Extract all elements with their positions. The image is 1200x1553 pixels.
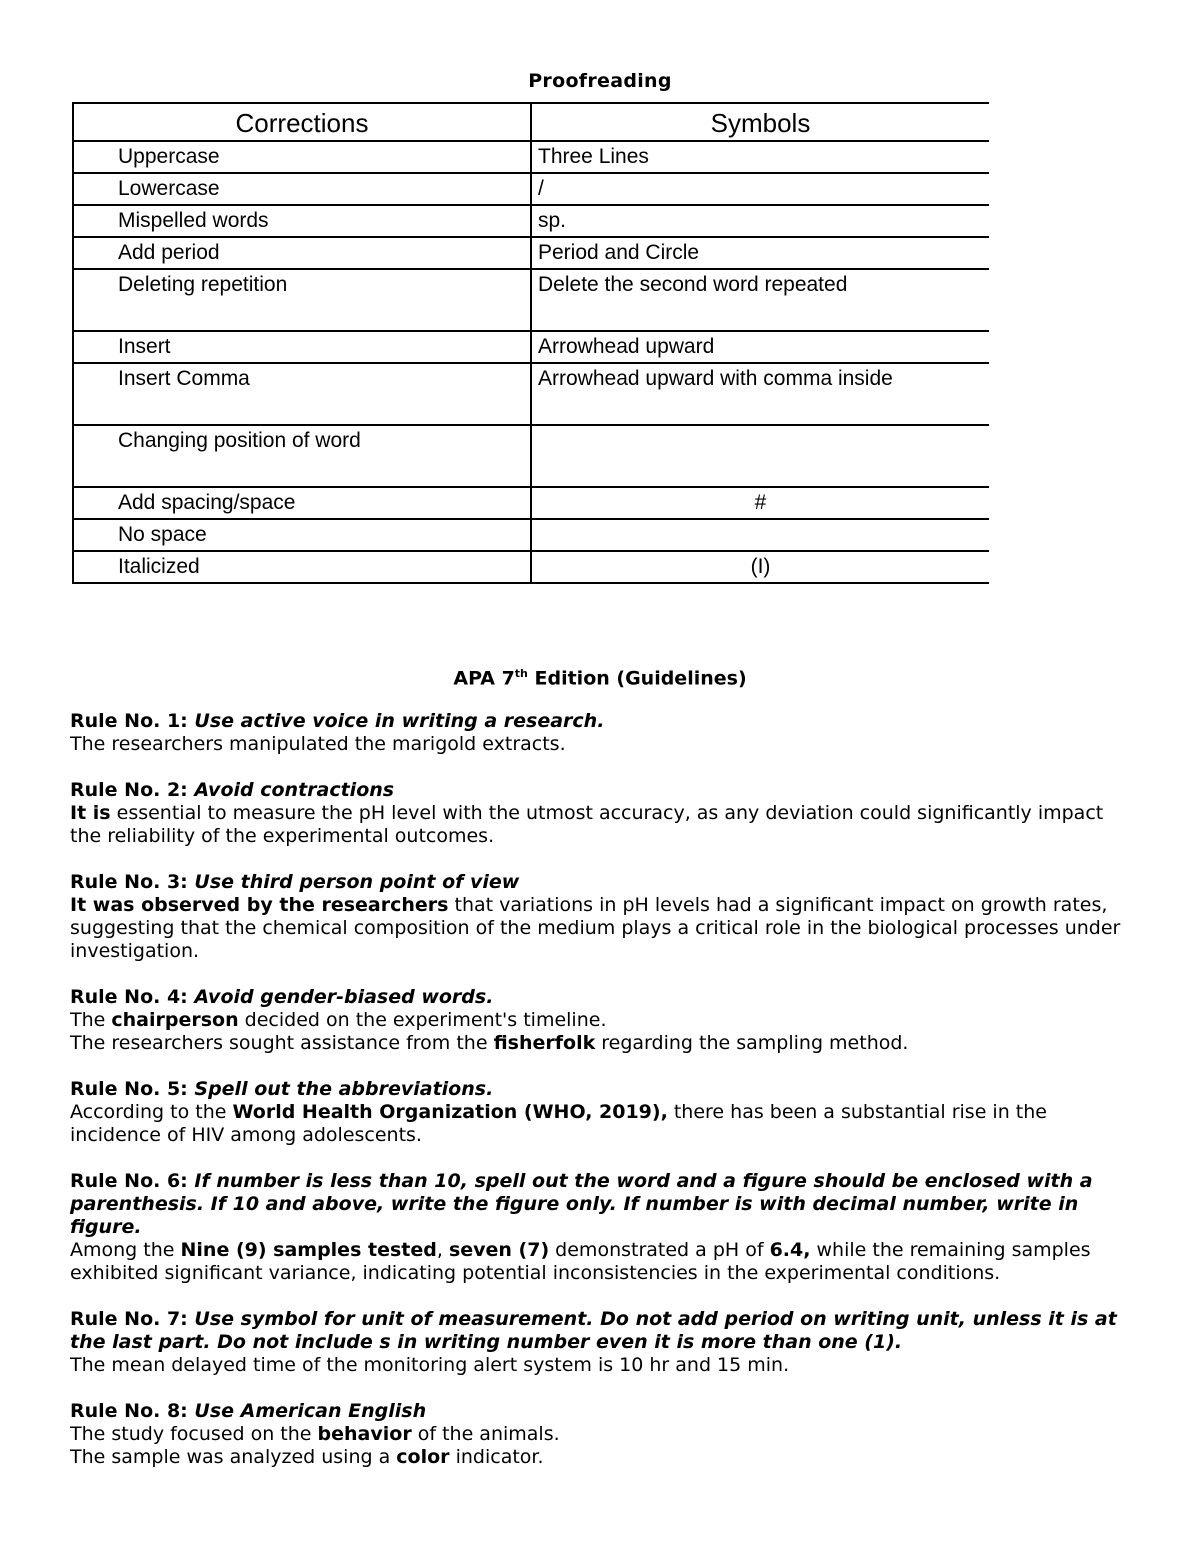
rule-text: Avoid gender-biased words. bbox=[194, 986, 494, 1008]
correction-cell: No space bbox=[73, 519, 531, 551]
correction-cell: Add period bbox=[73, 237, 531, 269]
symbol-cell: Arrowhead upward bbox=[531, 331, 989, 363]
rule-2 bbox=[70, 779, 1135, 848]
symbol-cell bbox=[531, 425, 989, 487]
rule-text: Avoid contractions bbox=[194, 779, 395, 801]
apa-title-sup: th bbox=[514, 667, 528, 680]
example-text: The researchers sought assistance from the bbox=[70, 1032, 494, 1054]
table-row bbox=[73, 487, 989, 519]
table-row bbox=[73, 551, 989, 583]
correction-cell: Insert bbox=[73, 331, 531, 363]
correction-cell: Uppercase bbox=[73, 141, 531, 173]
rule-6 bbox=[70, 1170, 1135, 1285]
example-emphasis: chairperson bbox=[111, 1009, 239, 1031]
rule-text: Use symbol for unit of measurement. Do not add period on writing unit, unless it is at the last part. Do not include s in writing number even it is more than one (1). bbox=[70, 1308, 1117, 1353]
example-emphasis: 6.4, bbox=[769, 1239, 811, 1261]
symbols-header: Symbols bbox=[531, 103, 989, 141]
rule-label: Rule No. 8: bbox=[70, 1400, 195, 1422]
rule-example: The mean delayed time of the monitoring alert system is 10 hr and 15 min. bbox=[70, 1354, 790, 1376]
table-row bbox=[73, 269, 989, 331]
table-row bbox=[73, 519, 989, 551]
example-emphasis: color bbox=[396, 1446, 450, 1468]
symbol-cell: Delete the second word repeated bbox=[531, 269, 989, 331]
rule-text: Use American English bbox=[194, 1400, 427, 1422]
rule-example bbox=[70, 1446, 1135, 1469]
rule-label: Rule No. 5: bbox=[70, 1078, 195, 1100]
apa-title-prefix: APA 7 bbox=[453, 667, 515, 690]
example-text: The sample was analyzed using a bbox=[70, 1446, 397, 1468]
apa-rules bbox=[70, 710, 1135, 1492]
rule-example bbox=[70, 1423, 1135, 1446]
rule-example bbox=[70, 1009, 1135, 1032]
rule-label: Rule No. 4: bbox=[70, 986, 195, 1008]
example-text: demonstrated a pH of bbox=[549, 1239, 770, 1261]
example-text: essential to measure the pH level with the utmost accuracy, as any deviation could significantly impact the reliability of the experimental outcomes. bbox=[70, 802, 1104, 847]
symbol-cell: # bbox=[531, 487, 989, 519]
example-text: According to the bbox=[70, 1101, 233, 1123]
example-text: Among the bbox=[70, 1239, 181, 1261]
table-row bbox=[73, 237, 989, 269]
symbol-cell: (I) bbox=[531, 551, 989, 583]
example-emphasis: World Health Organization (WHO, 2019), bbox=[232, 1101, 668, 1123]
example-text: decided on the experiment's timeline. bbox=[238, 1009, 607, 1031]
example-text: The study focused on the bbox=[70, 1423, 318, 1445]
rule-text: Use third person point of view bbox=[194, 871, 520, 893]
example-emphasis: It was observed by the researchers bbox=[70, 894, 449, 916]
rule-example bbox=[70, 802, 1135, 848]
table-header-row bbox=[73, 103, 989, 141]
rule-text: Use active voice in writing a research. bbox=[194, 710, 605, 732]
table-row bbox=[73, 363, 989, 425]
correction-cell: Lowercase bbox=[73, 173, 531, 205]
rule-5 bbox=[70, 1078, 1135, 1147]
rule-example bbox=[70, 1101, 1135, 1147]
apa-title bbox=[0, 667, 1200, 689]
example-text: while the remaining samples exhibited significant variance, indicating potential inconsistencies in the experimental conditions. bbox=[70, 1239, 1091, 1284]
rule-3 bbox=[70, 871, 1135, 963]
correction-cell: Mispelled words bbox=[73, 205, 531, 237]
example-emphasis: Nine (9) samples tested bbox=[180, 1239, 437, 1261]
table-row bbox=[73, 331, 989, 363]
symbol-cell bbox=[531, 519, 989, 551]
example-text: indicator. bbox=[449, 1446, 544, 1468]
rule-label: Rule No. 3: bbox=[70, 871, 195, 893]
rule-label: Rule No. 1: bbox=[70, 710, 195, 732]
rule-8 bbox=[70, 1400, 1135, 1469]
example-emphasis: behavior bbox=[317, 1423, 412, 1445]
correction-cell: Deleting repetition bbox=[73, 269, 531, 331]
symbol-cell: Three Lines bbox=[531, 141, 989, 173]
rule-example bbox=[70, 894, 1135, 963]
example-text: there has been a substantial rise in the incidence of HIV among adolescents. bbox=[70, 1101, 1047, 1146]
proofreading-title: Proofreading bbox=[528, 70, 672, 92]
rule-1 bbox=[70, 710, 1135, 756]
example-text: of the animals. bbox=[411, 1423, 560, 1445]
example-text: , bbox=[436, 1239, 449, 1261]
rule-example bbox=[70, 1239, 1135, 1285]
symbol-cell: sp. bbox=[531, 205, 989, 237]
correction-cell: Changing position of word bbox=[73, 425, 531, 487]
rule-label: Rule No. 2: bbox=[70, 779, 195, 801]
example-text: that variations in pH levels had a significant impact on growth rates, suggesting that the chemical composition of the medium plays a critical role in the biological processes under investigation. bbox=[70, 894, 1121, 962]
apa-title-suffix: Edition (Guidelines) bbox=[527, 667, 747, 690]
rule-text: Spell out the abbreviations. bbox=[194, 1078, 494, 1100]
corrections-header: Corrections bbox=[73, 103, 531, 141]
rule-label: Rule No. 7: bbox=[70, 1308, 195, 1330]
proofreading-table bbox=[72, 102, 989, 584]
example-emphasis: seven (7) bbox=[448, 1239, 550, 1261]
table-row bbox=[73, 205, 989, 237]
symbol-cell: Arrowhead upward with comma inside bbox=[531, 363, 989, 425]
rule-4 bbox=[70, 986, 1135, 1055]
table-row bbox=[73, 141, 989, 173]
example-text: regarding the sampling method. bbox=[595, 1032, 909, 1054]
table-row bbox=[73, 425, 989, 487]
rule-text: If number is less than 10, spell out the word and a figure should be enclosed with a parenthesis. If 10 and above, write the figure only. If number is with decimal number, write in figure. bbox=[70, 1170, 1093, 1238]
correction-cell: Italicized bbox=[73, 551, 531, 583]
correction-cell: Insert Comma bbox=[73, 363, 531, 425]
symbol-cell: / bbox=[531, 173, 989, 205]
rule-example: The researchers manipulated the marigold extracts. bbox=[70, 733, 566, 755]
rule-example bbox=[70, 1032, 1135, 1055]
table-row bbox=[73, 173, 989, 205]
example-text: The bbox=[70, 1009, 112, 1031]
rule-label: Rule No. 6: bbox=[70, 1170, 195, 1192]
rule-7 bbox=[70, 1308, 1135, 1377]
correction-cell: Add spacing/space bbox=[73, 487, 531, 519]
example-emphasis: fisherfolk bbox=[493, 1032, 596, 1054]
example-emphasis: It is bbox=[70, 802, 111, 824]
symbol-cell: Period and Circle bbox=[531, 237, 989, 269]
